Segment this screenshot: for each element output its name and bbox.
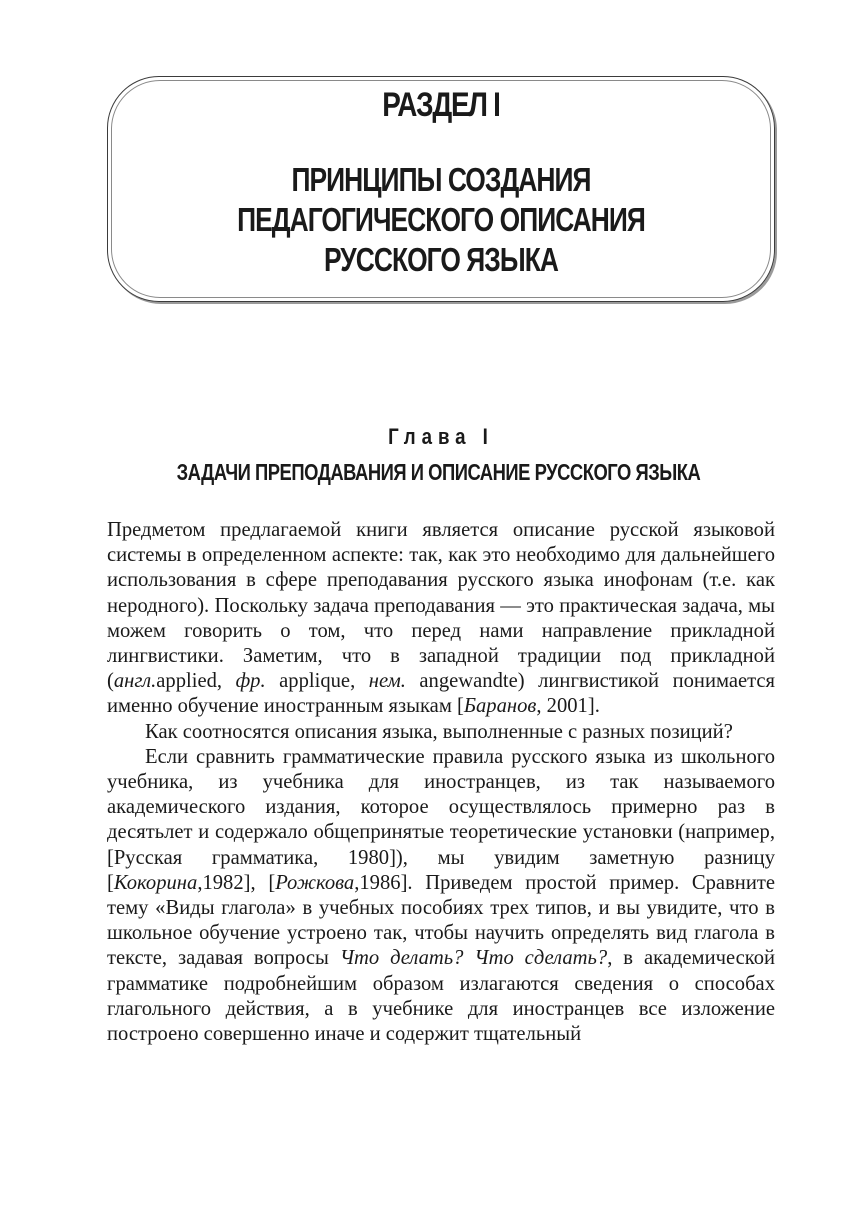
paragraph-3: Если сравнить грамматические правила русского языка из школьного учебника, из учебника для иностранцев, из так называемого академического издания, которое осуществлялось примерно раз в десятьлет и содержало общепринятые теоретические установки (например, [Русская грамматика, 1980]), мы увидим заметную разницу [Кокорина,1982], [Рожкова,1986]. Приведем простой пример. Сравните тему «Виды глагола» в учебных пособиях трех типов, и вы увидите, что в школьное обучение устроено так, чтобы научить определять вид глагола в тексте, задавая вопросы Что делать? Что сделать?, в академической грамматике подробнейшим образом излагаются сведения о способах глагольного действия, а в учебнике для иностранцев все изложение построено совершенно иначе и содержит тщательный <box>107 745 776 1046</box>
paragraph-2: Как соотносятся описания языка, выполненные с разных позиций? <box>145 720 733 743</box>
body-text <box>107 518 775 1047</box>
section-title-line-1: ПРИНЦИПЫ СОЗДАНИЯ <box>291 161 591 198</box>
chapter-title: ЗАДАЧИ ПРЕПОДАВАНИЯ И ОПИСАНИЕ РУССКОГО ЯЗЫКА <box>176 459 701 485</box>
section-title-line-2: ПЕДАГОГИЧЕСКОГО ОПИСАНИЯ <box>237 201 645 238</box>
chapter-label: Глава I <box>388 424 494 449</box>
section-title-line-3: РУССКОГО ЯЗЫКА <box>323 241 559 278</box>
paragraph-1: Предметом предлагаемой книги является описание русской языковой системы в определенном аспекте: так, как это необходимо для дальнейшего использования в сфере преподавания русского языка инофонам (т.е. как неродного). Поскольку задача преподавания — это практическая задача, мы можем говорить о том, что перед нами направление прикладной лингвистики. Заметим, что в западной традиции под прикладной (англ.applied, фр. applique, нем. angewandte) лингвистикой понимается именно обучение иностранным языкам [Баранов, 2001]. <box>107 519 775 718</box>
section-title <box>107 160 775 280</box>
section-label: РАЗДЕЛ I <box>382 86 500 124</box>
